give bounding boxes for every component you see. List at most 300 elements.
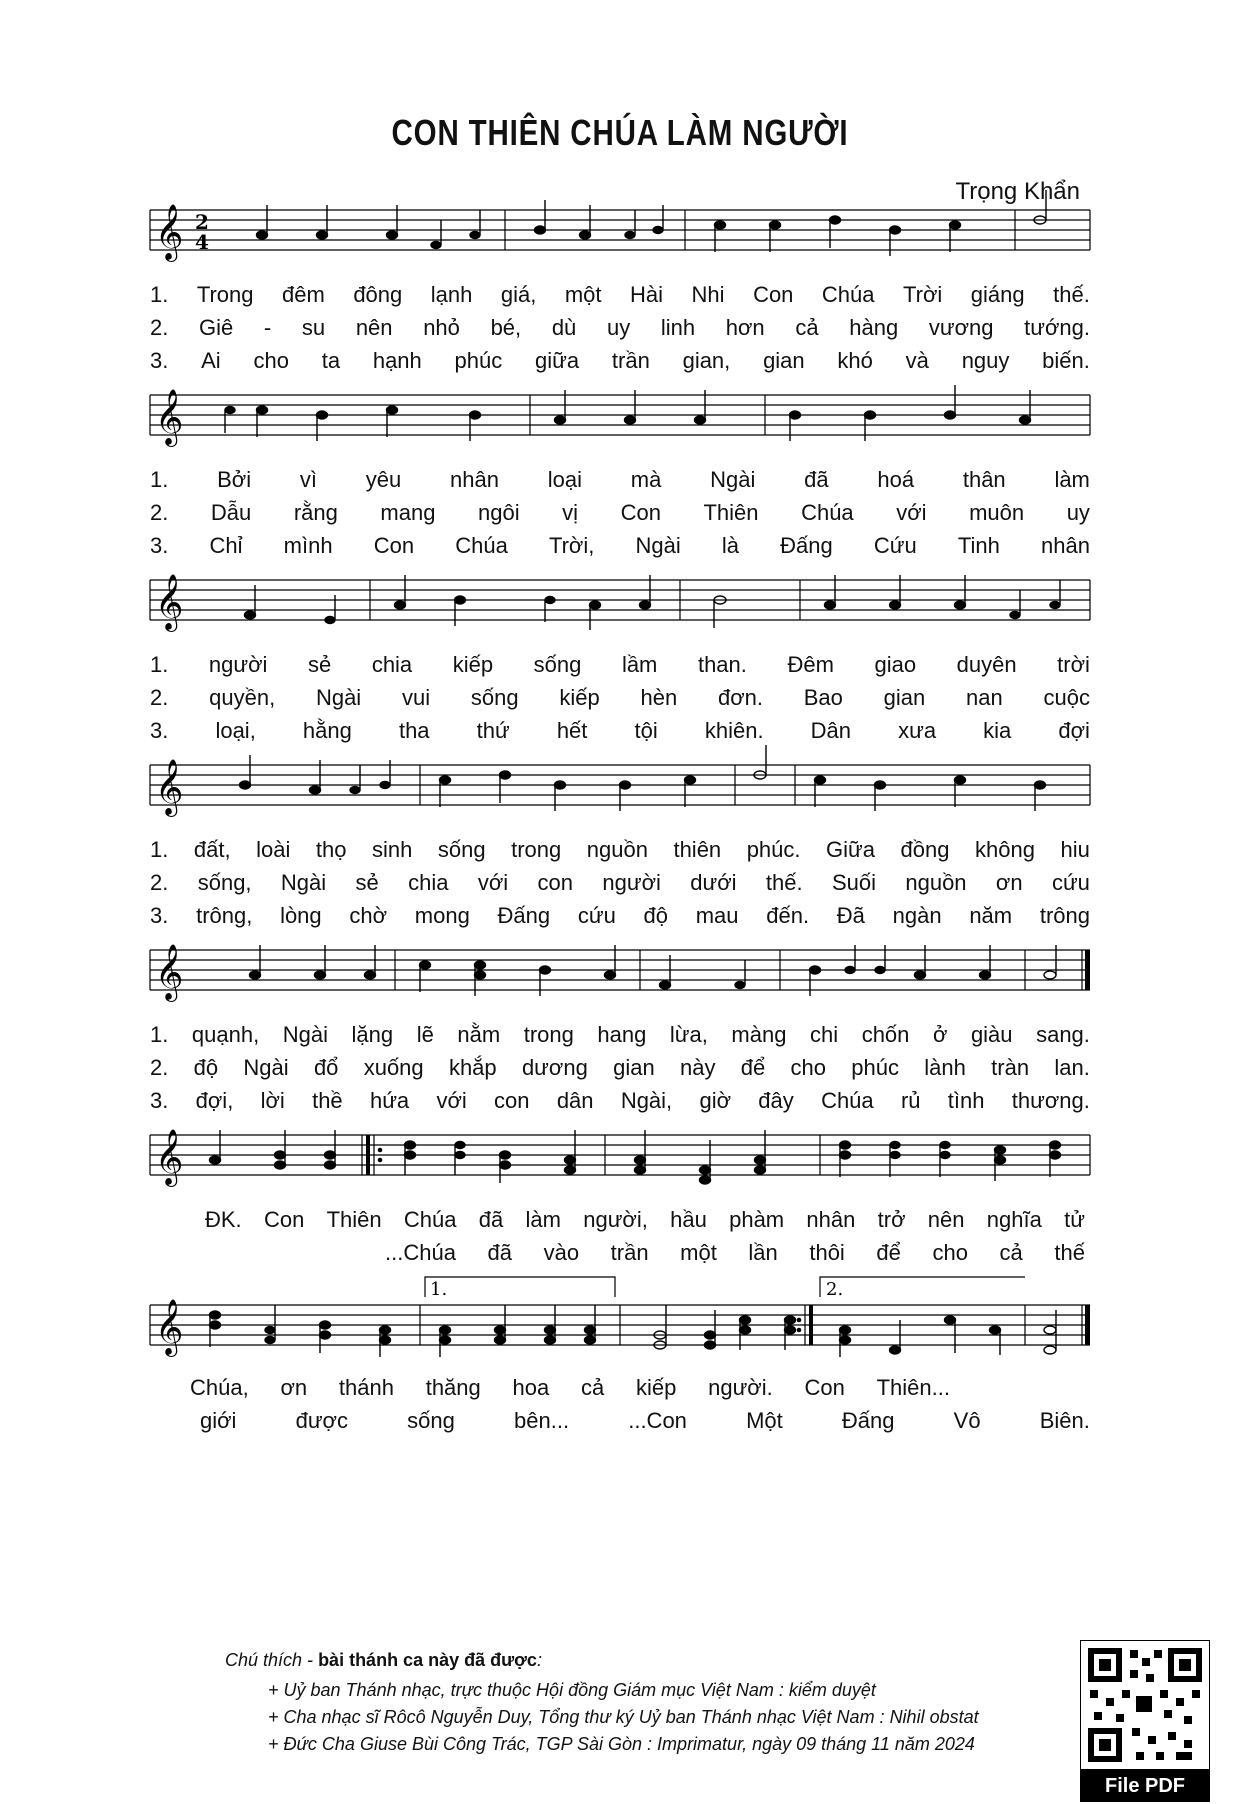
lyric-word: sống xyxy=(470,685,519,710)
footnote-bold-text: bài thánh ca này đã được xyxy=(318,1650,537,1670)
lyric-word: lòng xyxy=(280,903,322,928)
footnote-colon: : xyxy=(536,1650,542,1670)
lyric-word: sống xyxy=(533,652,582,677)
lyric-word: tử xyxy=(1064,1207,1085,1232)
lyric-word: Ngài xyxy=(710,467,756,492)
lyric-word: bên... xyxy=(514,1408,570,1433)
lyric-word: than. xyxy=(697,652,747,677)
lyric-word: lầm xyxy=(621,652,658,677)
lyric-word: thánh xyxy=(338,1375,394,1400)
lyric-word: Chúa xyxy=(403,1207,457,1232)
lyric-word: hằng xyxy=(302,718,352,743)
lyric-word: quạnh, xyxy=(191,1022,260,1047)
lyric-word: nên xyxy=(355,315,393,340)
lyric-word: Thiên xyxy=(326,1207,382,1232)
verse-number: 1. xyxy=(150,652,169,677)
lyric-word: người xyxy=(208,652,268,677)
music-system-6 xyxy=(0,1115,1240,1280)
lyric-word: nguồn xyxy=(905,870,967,895)
verse-number: 2. xyxy=(150,685,169,710)
lyric-word: trông, xyxy=(196,903,253,928)
staff-2 xyxy=(0,375,1240,455)
lyric-word: mang xyxy=(380,500,436,525)
repeat-start-barline xyxy=(366,1135,370,1175)
lyric-word: phàm xyxy=(729,1207,785,1232)
lyric-word: đồng xyxy=(900,837,950,862)
lyric-word: cho xyxy=(253,348,289,373)
lyric-word: loại xyxy=(547,467,582,492)
lyric-word: quyền, xyxy=(209,685,276,710)
lyric-word: sống xyxy=(407,1408,455,1433)
lyric-word: Giữa xyxy=(826,837,875,862)
lyric-word: tha xyxy=(398,718,430,743)
lyric-word: - xyxy=(263,315,272,340)
lyric-word: con xyxy=(494,1088,530,1113)
music-system-5 xyxy=(0,930,1240,1130)
lyric-line-4-3 xyxy=(150,903,1090,929)
lyric-line-1-2 xyxy=(150,315,1090,341)
lyric-word: đợi xyxy=(1058,718,1090,743)
staff-6 xyxy=(0,1115,1240,1195)
lyric-word: giao xyxy=(874,652,917,677)
lyric-word: cứu xyxy=(577,903,616,928)
verse-number: 3. xyxy=(150,903,169,928)
lyric-word: khó xyxy=(837,348,873,373)
footnote-label: Chú thích - xyxy=(225,1650,314,1670)
lyric-line-4-1 xyxy=(150,837,1090,863)
lyric-word: Thiên... xyxy=(876,1375,950,1400)
staff-3 xyxy=(0,560,1240,640)
lyric-word: trong xyxy=(523,1022,574,1047)
lyric-word: nguy xyxy=(961,348,1010,373)
lyric-word: phúc xyxy=(454,348,503,373)
verse-number: 1. xyxy=(150,837,169,862)
lyric-word: nằm xyxy=(457,1022,501,1047)
lyric-line-2-2 xyxy=(150,500,1090,526)
lyric-word: Suối xyxy=(831,870,876,895)
lyric-word: đông xyxy=(353,282,403,307)
lyric-word: nhân xyxy=(806,1207,856,1232)
treble-clef-icon: 𝄞 xyxy=(155,204,184,260)
repeat-end-barline xyxy=(809,1305,813,1345)
lyric-word: thân xyxy=(962,467,1006,492)
lyric-word: Bởi xyxy=(217,467,252,492)
lyric-word: Ngài xyxy=(243,1055,289,1080)
lyric-word: ta xyxy=(321,348,341,373)
music-system-1 xyxy=(0,190,1240,390)
lyric-word: gian xyxy=(763,348,805,373)
lyric-word: một xyxy=(680,1240,717,1265)
lyric-word: thế. xyxy=(765,870,803,895)
lyric-word: đợi, xyxy=(195,1088,234,1113)
lyric-word: thọ xyxy=(315,837,347,862)
lyric-word: thế. xyxy=(1053,282,1090,307)
composer: Trọng Khẩn xyxy=(955,178,1080,205)
lyric-word: làm xyxy=(1054,467,1090,492)
lyric-word: đơn. xyxy=(717,685,763,710)
lyric-word: nghĩa xyxy=(986,1207,1042,1232)
lyric-word: mà xyxy=(630,467,662,492)
lyric-word: đây xyxy=(758,1088,794,1113)
lyric-word: giờ xyxy=(699,1088,732,1113)
lyric-word: thiên xyxy=(673,837,722,862)
lyric-word: biến. xyxy=(1042,348,1090,373)
music-system-2 xyxy=(0,375,1240,575)
lyric-word: chia xyxy=(371,652,413,677)
lyric-word: trời xyxy=(1057,652,1090,677)
lyric-word: su xyxy=(301,315,326,340)
lyric-word: nan xyxy=(966,685,1003,710)
lyric-word: chia xyxy=(408,870,449,895)
lyric-word: độ xyxy=(193,1055,219,1080)
lyric-word: khiên. xyxy=(704,718,764,743)
lyric-word: Đêm xyxy=(787,652,834,677)
lyric-word: ngôi xyxy=(478,500,520,525)
lyric-word: Ngài xyxy=(282,1022,328,1047)
lyric-line-1-3 xyxy=(150,348,1090,374)
lyric-word: nhân xyxy=(1040,533,1090,558)
lyric-word: mình xyxy=(283,533,333,558)
lyric-word: lần xyxy=(748,1240,778,1265)
lyric-word: cả xyxy=(795,315,819,340)
lyric-word: đã xyxy=(804,467,829,492)
lyric-word: xuống xyxy=(363,1055,424,1080)
lyric-word: độ xyxy=(643,903,669,928)
lyric-word: chi xyxy=(810,1022,839,1047)
lyric-word: với xyxy=(477,870,509,895)
verse-number: 3. xyxy=(150,533,169,558)
lyric-word: đổ xyxy=(313,1055,339,1080)
lyric-word: ơn xyxy=(995,870,1023,895)
lyric-word: giữa xyxy=(535,348,580,373)
lyric-word: vị xyxy=(562,500,579,525)
lyric-line-2-1 xyxy=(150,467,1090,493)
lyric-word: Trong xyxy=(196,282,254,307)
lyric-word: sống, xyxy=(197,870,252,895)
lyric-word: Một xyxy=(746,1408,783,1433)
lyric-word: giàu xyxy=(970,1022,1013,1047)
lyric-word: cuộc xyxy=(1043,685,1090,710)
footnote-item-2: + Cha nhạc sĩ Rôcô Nguyễn Duy, Tổng thư ký Uỷ ban Thánh nhạc Việt Nam : Nihil obstat xyxy=(268,1707,979,1727)
lyric-word: làm xyxy=(525,1207,561,1232)
lyric-line-3-1 xyxy=(150,652,1090,678)
lyric-word: bé, xyxy=(490,315,522,340)
lyric-word: kiếp xyxy=(452,652,494,677)
lyric-word: lừa, xyxy=(669,1022,708,1047)
lyric-word: Chỉ xyxy=(209,533,243,558)
lyric-word: vì xyxy=(299,467,318,492)
lyric-line-3-3 xyxy=(150,718,1090,744)
lyric-word: lan. xyxy=(1054,1055,1090,1080)
lyric-word: Chúa xyxy=(821,282,875,307)
lyric-word: xưa xyxy=(898,718,937,743)
lyric-word: Ngài, xyxy=(620,1088,673,1113)
lyric-word: thăng xyxy=(425,1375,481,1400)
lyric-word: hàng xyxy=(849,315,899,340)
verse-number: 3. xyxy=(150,718,169,743)
lyric-word: Con xyxy=(373,533,415,558)
lyric-word: nguồn xyxy=(586,837,648,862)
lyric-word: hoá xyxy=(877,467,915,492)
lyric-word: tràn xyxy=(991,1055,1030,1080)
lyric-word: đã xyxy=(487,1240,512,1265)
lyric-word: mong xyxy=(414,903,470,928)
lyric-word: lẽ xyxy=(416,1022,434,1047)
lyric-word: tội xyxy=(634,718,658,743)
lyric-word: ...Con xyxy=(628,1408,687,1433)
lyric-word: vương xyxy=(928,315,994,340)
lyric-word: dân xyxy=(556,1088,594,1113)
staff-5 xyxy=(0,930,1240,1010)
lyric-word: để xyxy=(876,1240,901,1265)
lyric-word: Giê xyxy=(199,315,234,340)
treble-clef-icon: 𝄞 xyxy=(155,759,184,815)
lyric-word: cho xyxy=(932,1240,968,1265)
lyric-word: Trời, xyxy=(548,533,595,558)
time-signature-top: 2 xyxy=(195,210,209,234)
lyric-word: Dẫu xyxy=(210,500,252,525)
lyric-word: Đấng xyxy=(497,903,551,928)
lyric-word: Hài xyxy=(630,282,664,307)
lyric-word: yêu xyxy=(365,467,402,492)
lyric-word: hứa xyxy=(369,1088,410,1113)
lyric-word: cho xyxy=(790,1055,826,1080)
lyric-word: thứ xyxy=(476,718,510,743)
lyric-word: loại, xyxy=(215,718,256,743)
lyric-word: khắp xyxy=(448,1055,497,1080)
lyric-word: hầu xyxy=(670,1207,707,1232)
lyric-word: gian xyxy=(613,1055,655,1080)
lyric-line-1-1 xyxy=(150,282,1090,308)
lyric-word: Ngài xyxy=(280,870,327,895)
lyric-word: hơn xyxy=(725,315,765,340)
lyric-word: lặng xyxy=(351,1022,394,1047)
lyric-word: kiếp xyxy=(559,685,600,710)
lyric-word: uy xyxy=(1066,500,1090,525)
lyric-word: thương. xyxy=(1011,1088,1090,1113)
lyric-word: chốn xyxy=(861,1022,910,1047)
treble-clef-icon: 𝄞 xyxy=(155,389,184,445)
lyric-word: màng xyxy=(731,1022,787,1047)
lyric-word: ở xyxy=(932,1022,948,1047)
volta-1-label: 1. xyxy=(430,1279,448,1300)
lyric-word: được xyxy=(295,1408,348,1433)
lyric-word: Biên. xyxy=(1039,1408,1090,1433)
lyric-line-7-2 xyxy=(200,1408,1090,1434)
lyric-word: dưới xyxy=(690,870,737,895)
lyric-word: thề xyxy=(312,1088,343,1113)
lyric-word: vào xyxy=(543,1240,580,1265)
lyric-word: con xyxy=(537,870,574,895)
lyric-word: duyên xyxy=(956,652,1017,677)
lyric-word: rủ xyxy=(900,1088,921,1113)
lyric-word: Tinh xyxy=(957,533,1000,558)
verse-number: 2. xyxy=(150,315,169,340)
lyric-word: hèn xyxy=(640,685,678,710)
lyric-word: vui xyxy=(401,685,431,710)
lyric-word: với xyxy=(896,500,927,525)
lyric-word: linh xyxy=(660,315,696,340)
qr-code-download[interactable] xyxy=(1080,1640,1210,1804)
lyric-line-4-2 xyxy=(150,870,1090,896)
treble-clef-icon: 𝄞 xyxy=(155,1299,184,1355)
lyric-word: sinh xyxy=(371,837,413,862)
lyric-word: và xyxy=(905,348,929,373)
lyric-line-6-2 xyxy=(385,1240,1085,1266)
lyric-word: Trời xyxy=(903,282,943,307)
lyric-word: phúc. xyxy=(746,837,801,862)
staff-1 xyxy=(0,190,1240,270)
lyric-word: sang. xyxy=(1036,1022,1090,1047)
verse-number: 2. xyxy=(150,870,169,895)
lyric-word: loài xyxy=(256,837,291,862)
lyric-word: Ai xyxy=(201,348,221,373)
final-barline xyxy=(1085,950,1090,990)
lyric-word: lạnh xyxy=(430,282,473,307)
footnote-item-3: + Đức Cha Giuse Bùi Công Trác, TGP Sài Gòn : Imprimatur, ngày 09 tháng 11 năm 2024 xyxy=(268,1734,975,1754)
lyric-word: hiu xyxy=(1060,837,1090,862)
lyric-word: thôi xyxy=(809,1240,845,1265)
lyric-word: gian, xyxy=(682,348,731,373)
lyric-word: đất, xyxy=(193,837,231,862)
lyric-word: trong xyxy=(511,837,562,862)
lyric-word: người xyxy=(602,870,661,895)
lyric-word: hoa xyxy=(512,1375,550,1400)
lyric-word: trần xyxy=(611,348,650,373)
volta-2-label: 2. xyxy=(826,1279,844,1300)
lyric-word: cả xyxy=(580,1375,605,1400)
lyric-word: người, xyxy=(583,1207,648,1232)
lyric-line-3-2 xyxy=(150,685,1090,711)
lyric-word: Con xyxy=(753,282,794,307)
lyric-word: phúc xyxy=(851,1055,899,1080)
song-title: CON THIÊN CHÚA LÀM NGƯỜI xyxy=(391,112,849,153)
treble-clef-icon: 𝄞 xyxy=(155,944,184,1000)
lyric-word: chờ xyxy=(349,903,388,928)
lyric-word: nhân xyxy=(450,467,499,492)
lyric-word: cả xyxy=(999,1240,1023,1265)
lyric-word: đã xyxy=(478,1207,504,1232)
final-barline xyxy=(1085,1305,1090,1345)
lyric-word: Ngài xyxy=(315,685,362,710)
lyric-word: nhỏ xyxy=(423,315,460,340)
lyric-word: Chúa xyxy=(801,500,854,525)
lyric-line-5-2 xyxy=(150,1055,1090,1081)
lyric-word: Bao xyxy=(803,685,843,710)
treble-clef-icon: 𝄞 xyxy=(155,1129,184,1185)
lyric-word: người. xyxy=(708,1375,773,1400)
lyric-word: gian xyxy=(883,685,926,710)
lyric-word: này xyxy=(679,1055,716,1080)
lyric-word: Vô xyxy=(953,1408,981,1433)
verse-number: 1. xyxy=(150,467,169,492)
lyric-word: để xyxy=(740,1055,766,1080)
lyric-word: sẻ xyxy=(355,870,379,895)
lyric-word: Cứu xyxy=(873,533,917,558)
lyric-word: Con xyxy=(263,1207,305,1232)
verse-number: Chúa, xyxy=(190,1375,249,1400)
verse-number: 1. xyxy=(150,1022,169,1047)
lyric-word: Chúa xyxy=(821,1088,874,1113)
staff-7 xyxy=(0,1275,1240,1365)
lyric-word: mau xyxy=(695,903,739,928)
time-signature-bottom: 4 xyxy=(195,230,209,254)
staff-4 xyxy=(0,745,1240,825)
lyric-word: tướng. xyxy=(1024,315,1090,340)
lyric-word: ngàn xyxy=(892,903,942,928)
lyric-word: rằng xyxy=(293,500,338,525)
lyric-word: Dân xyxy=(810,718,852,743)
treble-clef-icon: 𝄞 xyxy=(155,574,184,630)
verse-number: 2. xyxy=(150,500,169,525)
lyric-word: tình xyxy=(947,1088,985,1113)
lyric-line-2-3 xyxy=(150,533,1090,559)
verse-number: giới xyxy=(200,1408,237,1433)
lyric-word: một xyxy=(564,282,602,307)
lyric-line-6-1 xyxy=(205,1207,1085,1233)
lyric-word: ơn xyxy=(280,1375,308,1400)
file-pdf-label: File PDF xyxy=(1080,1770,1210,1802)
music-system-7 xyxy=(0,1275,1240,1440)
lyric-word: cứu xyxy=(1051,870,1090,895)
lyric-word: trở xyxy=(877,1207,906,1232)
lyric-word: thế xyxy=(1054,1240,1085,1265)
lyric-word: giá, xyxy=(500,282,537,307)
verse-number: 1. xyxy=(150,282,169,307)
lyric-word: là xyxy=(721,533,739,558)
verse-number: 3. xyxy=(150,1088,169,1113)
footnote-heading xyxy=(225,1650,542,1671)
lyric-word: Thiên xyxy=(703,500,759,525)
lyric-word: sẻ xyxy=(308,652,332,677)
lyric-word: đến. xyxy=(766,903,810,928)
verse-number: 2. xyxy=(150,1055,169,1080)
lyric-word: Nhi xyxy=(691,282,725,307)
lyric-word: lời xyxy=(260,1088,285,1113)
music-system-3 xyxy=(0,560,1240,760)
music-system-4 xyxy=(0,745,1240,945)
lyric-word: năm xyxy=(969,903,1013,928)
lyric-word: Đấng xyxy=(780,533,833,558)
lyric-word: Chúa xyxy=(455,533,508,558)
lyric-word: Con xyxy=(804,1375,845,1400)
lyric-word: hết xyxy=(556,718,588,743)
lyric-word: trần xyxy=(610,1240,649,1265)
lyric-word: muôn xyxy=(969,500,1025,525)
qr-code-icon xyxy=(1080,1640,1210,1770)
lyric-word: nên xyxy=(927,1207,965,1232)
volta-brackets xyxy=(425,1277,1025,1297)
lyric-word: đêm xyxy=(282,282,325,307)
lyric-word: Con xyxy=(620,500,661,525)
lyric-word: không xyxy=(974,837,1035,862)
footnote-item-1: + Uỷ ban Thánh nhạc, trực thuộc Hội đồng Giám mục Việt Nam : kiểm duyệt xyxy=(268,1680,876,1700)
lyric-word: uy xyxy=(606,315,631,340)
lyric-line-5-3 xyxy=(150,1088,1090,1114)
lyric-word: kiếp xyxy=(635,1375,677,1400)
lyric-word: sống xyxy=(437,837,486,862)
lyric-word: lành xyxy=(924,1055,966,1080)
lyric-word: Đã xyxy=(836,903,865,928)
lyric-line-7-1 xyxy=(190,1375,950,1401)
lyric-word: với xyxy=(436,1088,467,1113)
lyric-word: kia xyxy=(983,718,1012,743)
lyric-word: giáng xyxy=(970,282,1025,307)
verse-number: ĐK. xyxy=(205,1207,242,1232)
lyric-word: Đấng xyxy=(841,1408,895,1433)
lyric-word: hang xyxy=(597,1022,647,1047)
lyric-word: dù xyxy=(551,315,577,340)
